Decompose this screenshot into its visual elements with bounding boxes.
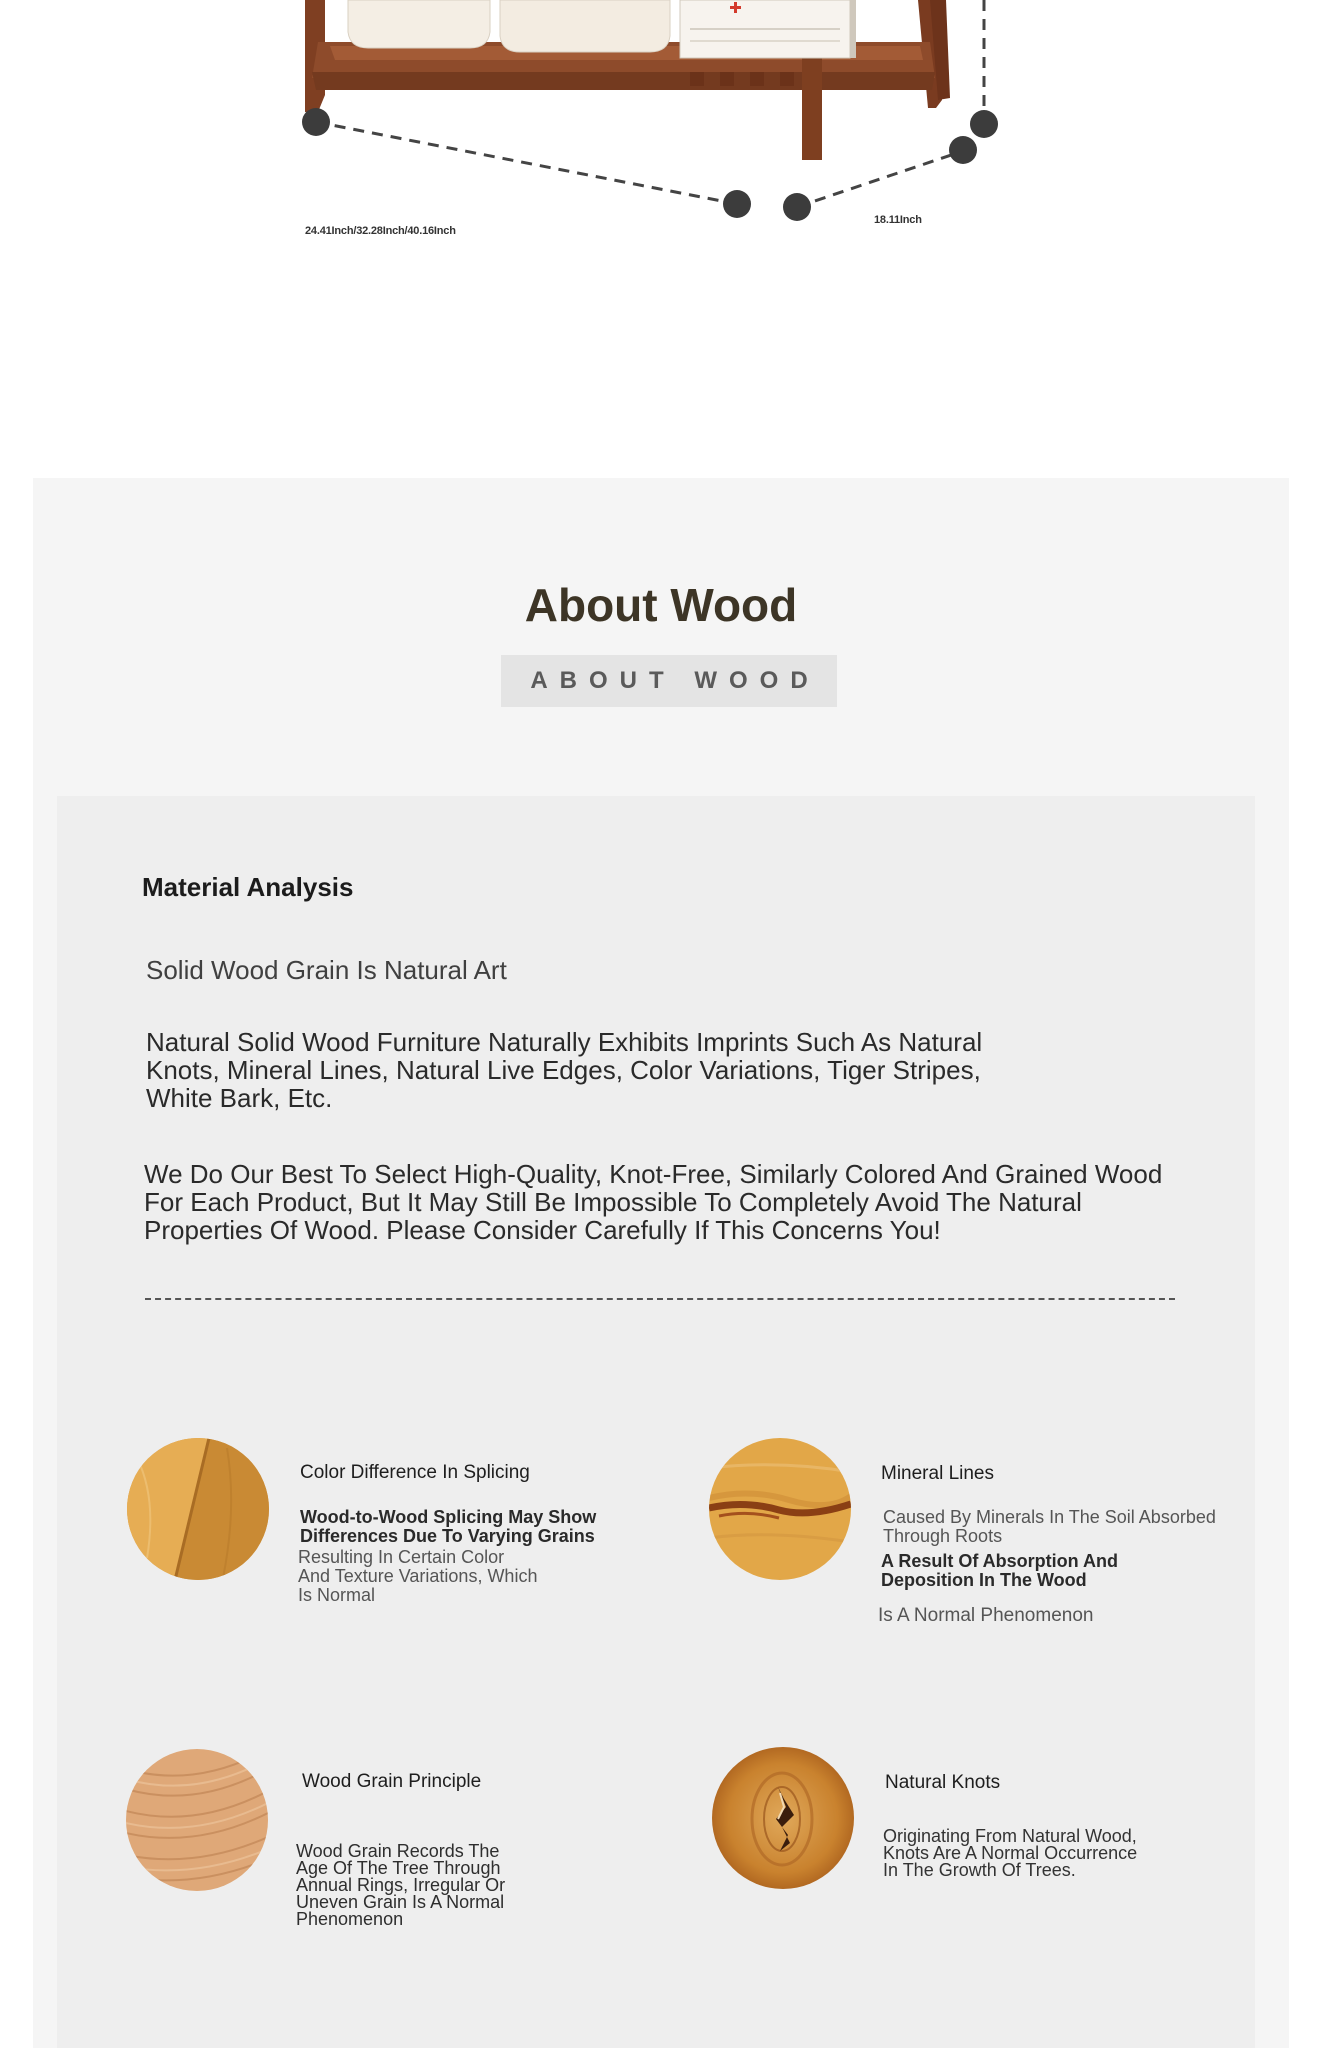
product-dimension-image [0,0,1322,290]
about-wood-title: About Wood [524,579,798,631]
feature-text-mineral-lines-3: Is A Normal Phenomenon [878,1605,1094,1626]
wood-knot-icon [712,1747,854,1889]
feature-title-wood-grain: Wood Grain Principle [302,1771,482,1792]
feature-title-color-difference: Color Difference In Splicing [300,1462,530,1483]
spliced-wood-icon [127,1438,269,1580]
material-paragraph-1: Natural Solid Wood Furniture Naturally Exhibits Imprints Such As Natural Knots, Mineral Lines, Natural Live Edges, Color Variations, Tiger Stripes, White Bark, Etc. [146,1027,983,1113]
about-wood-badge: ABOUT WOOD [501,655,837,707]
mineral-lines-icon [709,1438,851,1580]
dashed-divider [145,1298,1175,1300]
wood-grain-icon [126,1749,268,1891]
about-wood-section [33,478,1289,2048]
feature-title-natural-knots: Natural Knots [885,1772,1001,1793]
material-analysis-card [57,796,1255,2048]
feature-text-wood-grain: Wood Grain Records The Age Of The Tree Through Annual Rings, Irregular Or Uneven Grain Is A Normal Phenomenon [296,1841,506,1929]
depth-dimension-label: 18.11Inch [874,214,922,226]
material-paragraph-2: We Do Our Best To Select High-Quality, Knot-Free, Similarly Colored And Grained Wood For Each Product, But It May Still Be Impossible To Completely Avoid The Natural Properties Of Wood. Please Consider Carefully If This Concerns You! [144,1159,1163,1245]
feature-text-color-difference-2: Resulting In Certain Color And Texture Variations, Which Is Normal [298,1547,538,1605]
feature-title-mineral-lines: Mineral Lines [881,1463,994,1484]
width-dimension-label: 24.41Inch/32.28Inch/40.16Inch [305,225,456,237]
feature-text-natural-knots: Originating From Natural Wood, Knots Are A Normal Occurrence In The Growth Of Trees. [883,1826,1138,1880]
feature-text-mineral-lines-2: A Result Of Absorption And Deposition In The Wood [881,1551,1118,1590]
feature-text-mineral-lines-1: Caused By Minerals In The Soil Absorbed Through Roots [883,1507,1216,1546]
feature-text-color-difference-1: Wood-to-Wood Splicing May Show Differences Due To Varying Grains [300,1507,597,1546]
material-subtitle: Solid Wood Grain Is Natural Art [146,955,507,985]
material-analysis-heading: Material Analysis [142,872,354,902]
shelf-illustration [0,0,1322,290]
